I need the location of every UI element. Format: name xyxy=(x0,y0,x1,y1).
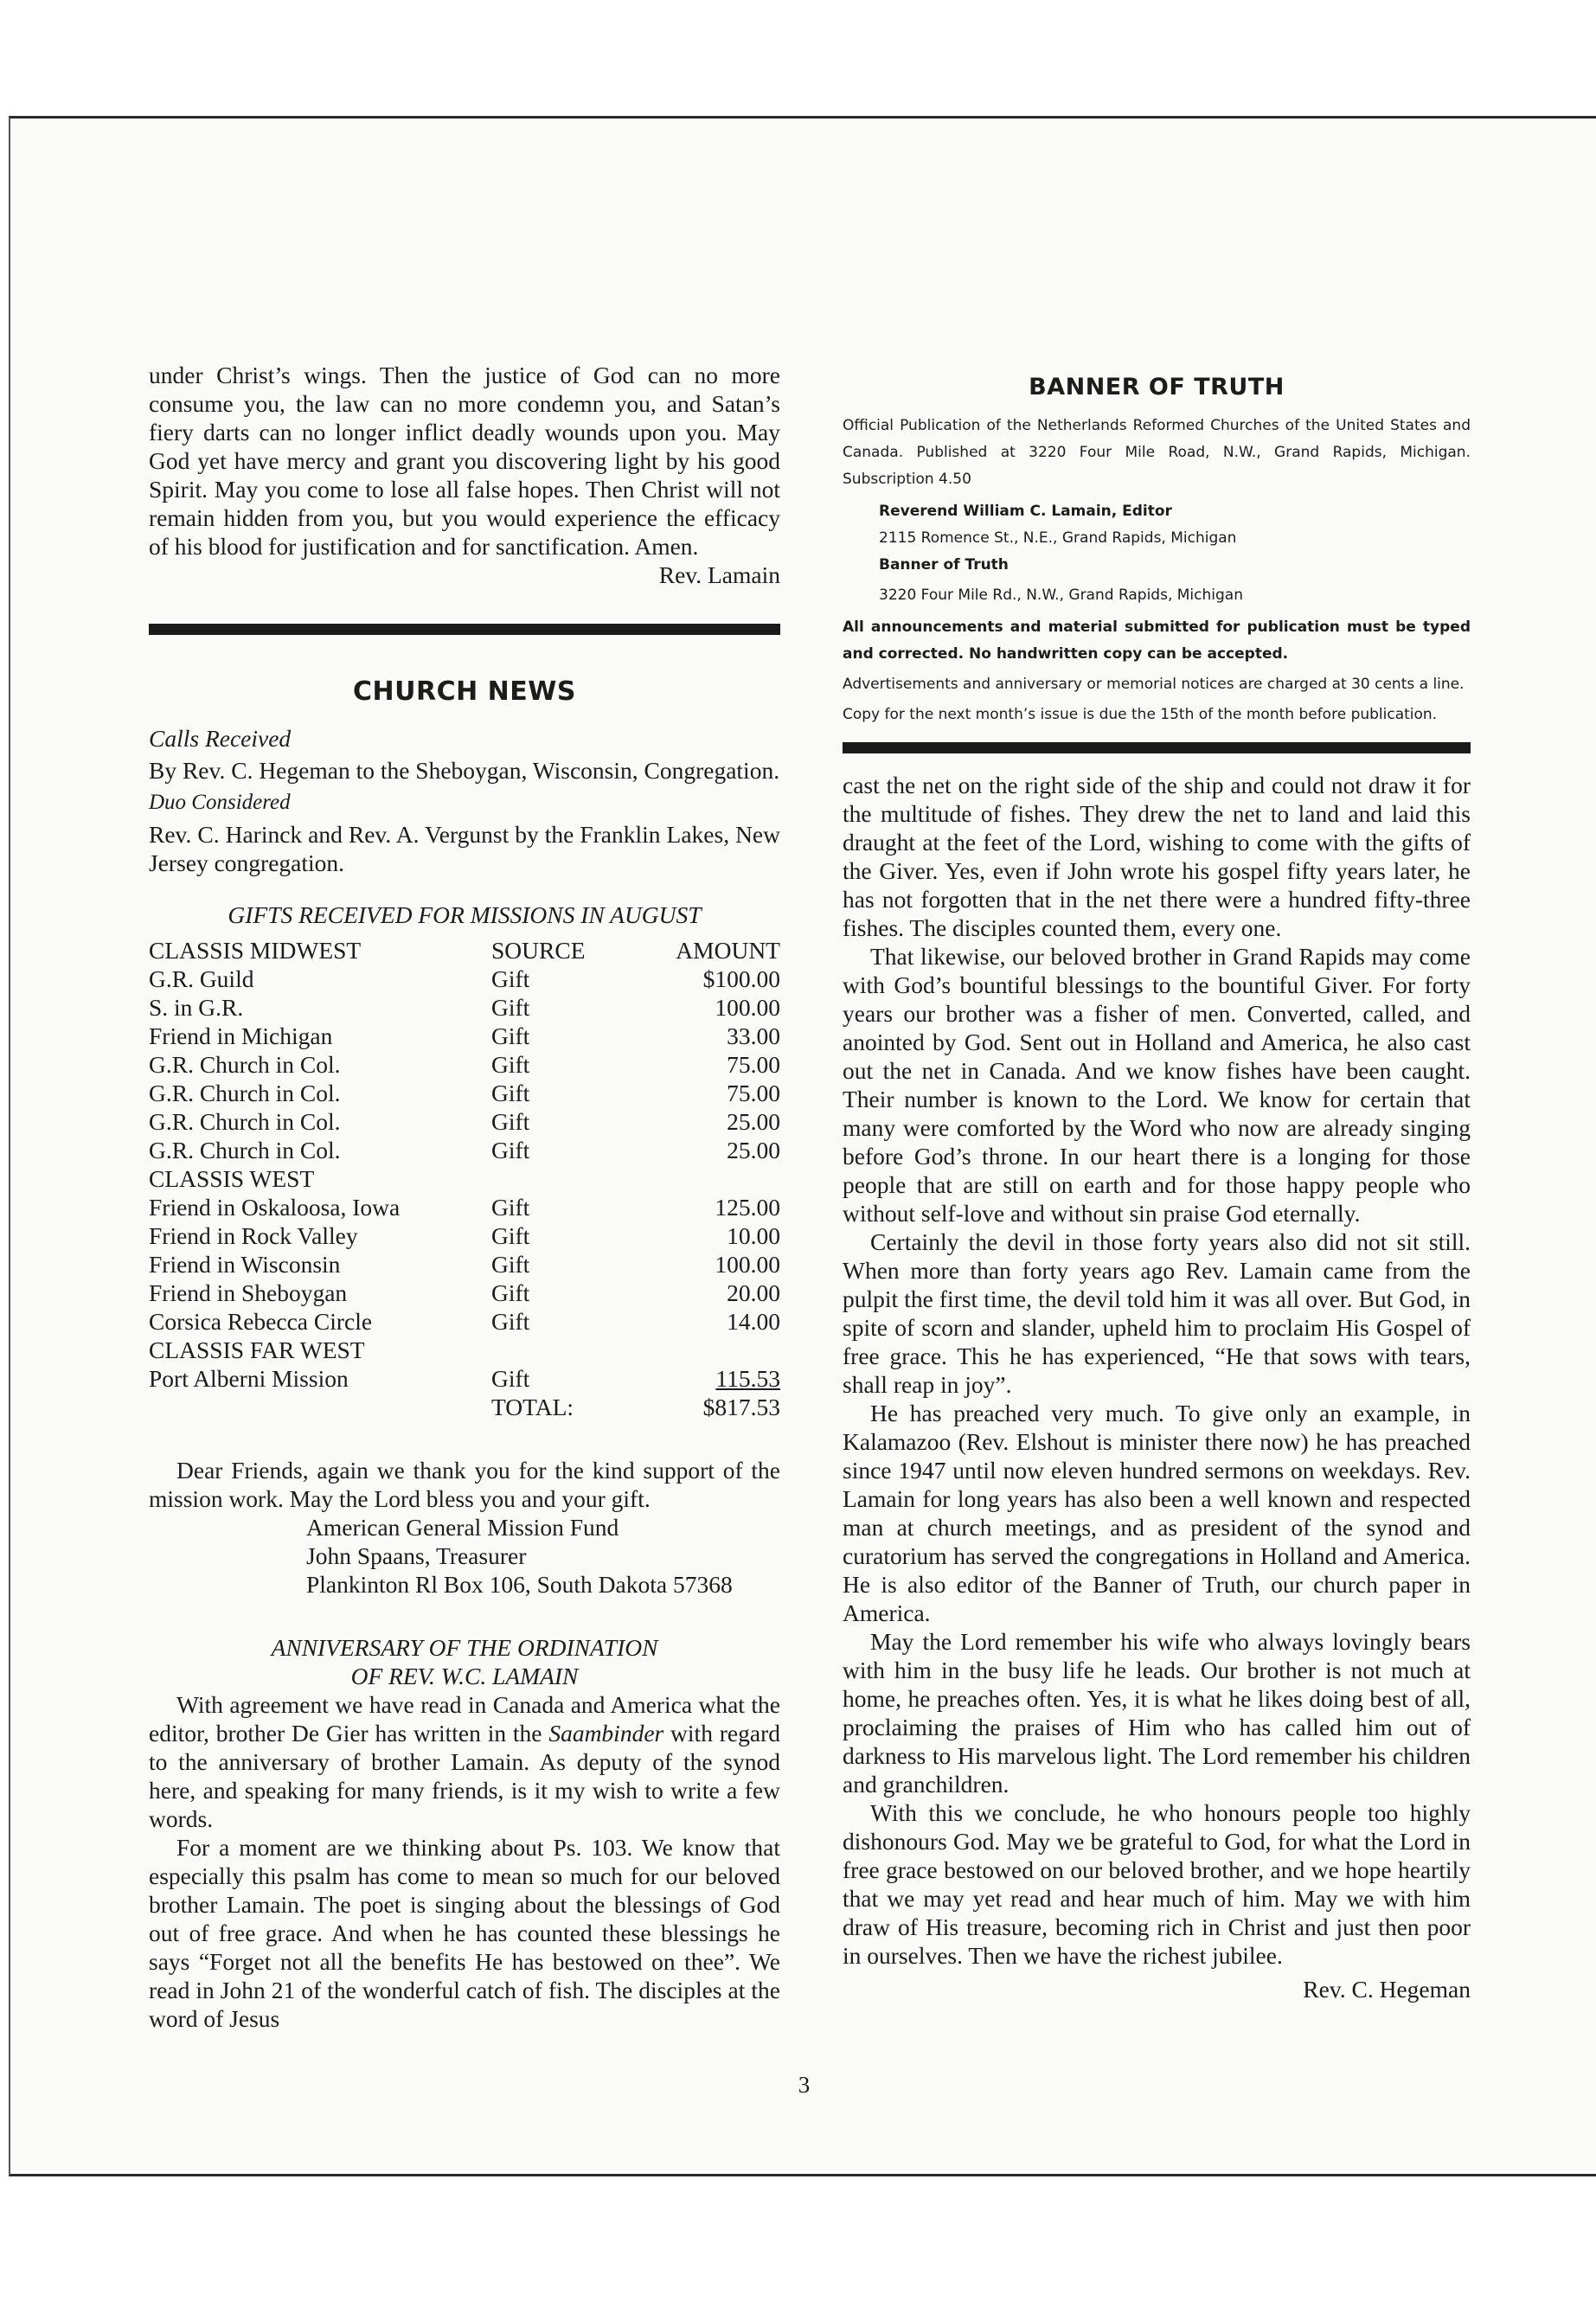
gift-amount: 20.00 xyxy=(727,1279,780,1306)
table-row xyxy=(149,1107,780,1136)
fund-line: American General Mission Fund xyxy=(306,1514,619,1541)
duo-text: Rev. C. Harinck and Rev. A. Vergunst by the Franklin Lakes, New Jersey congregation. xyxy=(149,821,780,876)
article-paragraph: Certainly the devil in those forty years also did not sit still. When more than forty years ago Rev. Lamain came from the pulpit the first time, the devil told him it was all over. But God, in spite of scorn and slander, upheld him to proclaim His Gospel of free grace. This he has experienced, “He that sows with tears, shall reap in joy”. xyxy=(843,1228,1471,1398)
gifts-header-amount: AMOUNT xyxy=(676,937,780,964)
right-column xyxy=(843,374,1471,2003)
gift-name: G.R. Church in Col. xyxy=(149,1137,341,1163)
article-paragraph: cast the net on the right side of the ship and could not draw it for the multitude of fishes. They drew the net to land and laid this draught at the feet of the Lord, wishing to come with the gifts of the Giver. Yes, even if John wrote his gospel fifty years later, he has not forgotten that in the net there were a hundred fifty-three fishes. The disciples counted them, every one. xyxy=(843,772,1471,941)
calls-received-text: By Rev. C. Hegeman to the Sheboygan, Wisconsin, Congregation. xyxy=(149,757,780,784)
gift-amount: 10.00 xyxy=(727,1222,780,1249)
gift-amount: 25.00 xyxy=(727,1108,780,1135)
gift-name: Friend in Michigan xyxy=(149,1022,333,1049)
banner-title: BANNER OF TRUTH xyxy=(1029,374,1285,401)
gift-amount: $100.00 xyxy=(702,965,780,992)
gift-name: Friend in Rock Valley xyxy=(149,1222,358,1249)
gift-source: Gift xyxy=(491,1080,530,1106)
gift-amount: 125.00 xyxy=(715,1194,780,1221)
gift-source: Gift xyxy=(491,1251,530,1278)
classis-heading-row xyxy=(149,1336,780,1364)
gift-amount: 75.00 xyxy=(727,1080,780,1106)
gift-source: Gift xyxy=(491,1194,530,1221)
gift-name: G.R. Church in Col. xyxy=(149,1051,341,1078)
classis-west-heading: CLASSIS WEST xyxy=(149,1165,315,1192)
fund-line: Plankinton Rl Box 106, South Dakota 57368 xyxy=(306,1571,733,1598)
gift-amount: 25.00 xyxy=(727,1137,780,1163)
table-row xyxy=(149,1022,780,1050)
gift-name: Friend in Oskaloosa, Iowa xyxy=(149,1194,401,1221)
gift-name: G.R. Church in Col. xyxy=(149,1108,341,1135)
classis-far-west-heading: CLASSIS FAR WEST xyxy=(149,1336,365,1363)
total-label: TOTAL: xyxy=(491,1394,574,1420)
gift-amount: 75.00 xyxy=(727,1051,780,1078)
gift-name: Friend in Wisconsin xyxy=(149,1251,341,1278)
gift-source: Gift xyxy=(491,1279,530,1306)
gift-amount: 14.00 xyxy=(727,1308,780,1335)
gift-name: G.R. Church in Col. xyxy=(149,1080,341,1106)
gifts-header-classis: CLASSIS MIDWEST xyxy=(149,937,362,964)
table-row xyxy=(149,1307,780,1336)
anniversary-paragraph-2: For a moment are we thinking about Ps. 103. We know that especially this psalm has come to mean so much for our beloved brother Lamain. The poet is singing about the blessings of God out of free grace. And when he has counted these blessings he says “Forget not all the benefits He has bestowed on thee”. We read in John 21 of the wonderful catch of fish. The disciples at the word of Jesus xyxy=(149,1834,780,2032)
gift-amount: 100.00 xyxy=(715,994,780,1021)
anniversary-text: With agreement we have read in Canada and America what the editor, brother De Gier has written in the xyxy=(149,1691,780,1747)
gift-source: Gift xyxy=(491,1222,530,1249)
section-divider xyxy=(843,742,1471,753)
gift-amount: 33.00 xyxy=(727,1022,780,1049)
article-paragraph: He has preached very much. To give only an example, in Kalamazoo (Rev. Elshout is minister there now) he has preached since 1947 until now eleven hundred sermons on weekdays. Rev. Lamain for long years has also been a well known and respected man at church meetings, and as president of the synod and curatorium has served the congregations in Holland and America. He is also editor of the Banner of Truth, our church paper in America. xyxy=(843,1400,1471,1626)
gifts-header-source: SOURCE xyxy=(491,937,586,964)
left-column xyxy=(149,361,780,2033)
gift-amount: 100.00 xyxy=(715,1251,780,1278)
gift-source: Gift xyxy=(491,1308,530,1335)
gift-name: S. in G.R. xyxy=(149,994,244,1021)
fund-line: John Spaans, Treasurer xyxy=(306,1542,527,1569)
table-row xyxy=(149,993,780,1022)
gift-amount: 115.53 xyxy=(715,1365,780,1392)
table-row xyxy=(149,1079,780,1107)
gift-source: Gift xyxy=(491,1108,530,1135)
gift-source: Gift xyxy=(491,1137,530,1163)
table-row xyxy=(149,1136,780,1164)
table-row xyxy=(149,1221,780,1250)
table-row xyxy=(149,1279,780,1307)
anniversary-title-line2: OF REV. W.C. LAMAIN xyxy=(350,1663,579,1689)
editor-address: 2115 Romence St., N.E., Grand Rapids, Michigan xyxy=(879,529,1237,547)
anniversary-title: ANNIVERSARY OF THE ORDINATION xyxy=(271,1634,658,1661)
gift-name: Port Alberni Mission xyxy=(149,1365,349,1392)
calls-received-heading: Calls Received xyxy=(149,725,292,752)
church-news-title: CHURCH NEWS xyxy=(353,676,576,707)
table-row xyxy=(149,1250,780,1279)
gifts-header-row xyxy=(149,936,780,965)
thanks-paragraph: Dear Friends, again we thank you for the kind support of the mission work. May the Lord bless you and your gift. xyxy=(149,1457,780,1512)
article-paragraph: With this we conclude, he who honours people too highly dishonours God. May we be grateful to God, for what the Lord in free grace bestowed on our beloved brother, and we hope heartily that we may yet read and hear much of him. May we with him draw of His treasure, becoming rich in Christ and just then poor in ourselves. Then we have the richest jubilee. xyxy=(843,1799,1471,1969)
page-number: 3 xyxy=(798,2072,811,2098)
table-row xyxy=(149,1364,780,1393)
gift-name: Friend in Sheboygan xyxy=(149,1279,348,1306)
article-paragraph: That likewise, our beloved brother in Grand Rapids may come with God’s bountiful blessings to the bountiful Giver. For forty years our brother was a fisher of men. Converted, called, and anointed by God. Sent out in Holland and America, he also cast out the net in Canada. And we know fishes have been caught. Their number is known to the Lord. We know for certain that many were comforted by the Word who now are already singing before God’s throne. In our heart there is a longing for those people that are still on earth and for those happy people who without self-love and without sin praise God eternally. xyxy=(843,943,1471,1227)
notice-deadline: Copy for the next month’s issue is due the 15th of the month before publication. xyxy=(843,706,1438,723)
gifts-table xyxy=(149,936,780,1421)
article-signature: Rev. C. Hegeman xyxy=(1303,1976,1471,2003)
gift-source: Gift xyxy=(491,1022,530,1049)
duo-heading: Duo Considered xyxy=(149,791,291,814)
table-row xyxy=(149,1050,780,1079)
gift-name: G.R. Guild xyxy=(149,965,254,992)
magazine-page xyxy=(9,116,1596,2176)
anniversary-paragraph xyxy=(149,1690,780,1833)
gift-source: Gift xyxy=(491,1365,530,1392)
gift-source: Gift xyxy=(491,1051,530,1078)
article-paragraph: May the Lord remember his wife who always lovingly bears with him in the busy life he leads. Our brother is not much at home, he preaches often. Yes, it is what he likes doing best of all, proclaiming the praises of Him who has called him out of darkness to His marvelous light. The Lord remember his children and granchildren. xyxy=(843,1628,1471,1798)
banner-org: Banner of Truth xyxy=(879,556,1009,574)
gift-name: Corsica Rebecca Circle xyxy=(149,1308,373,1335)
banner-description: Official Publication of the Netherlands Reformed Churches of the United States and Canada. Published at 3220 Four Mile Road, N.W., Grand Rapids, Michigan. Subscription 4.50 xyxy=(843,417,1471,488)
anniversary-text: with regard to the anniversary of brother Lamain. As deputy of the synod here, and speaking for many friends, is it my wish to write a few words. xyxy=(149,1720,780,1832)
classis-heading-row xyxy=(149,1164,780,1193)
total-amount: $817.53 xyxy=(702,1394,780,1420)
notice-typed: All announcements and material submitted for publication must be typed and corrected. No handwritten copy can be accepted. xyxy=(843,619,1471,663)
editor-line: Reverend William C. Lamain, Editor xyxy=(879,503,1172,520)
gifts-title: GIFTS RECEIVED FOR MISSIONS IN AUGUST xyxy=(228,901,702,928)
section-divider xyxy=(149,624,780,635)
table-row xyxy=(149,1193,780,1221)
gift-source: Gift xyxy=(491,965,530,992)
saambinder-title: Saambinder xyxy=(548,1720,664,1747)
intro-signature: Rev. Lamain xyxy=(658,561,780,588)
notice-advertisements: Advertisements and anniversary or memorial notices are charged at 30 cents a line. xyxy=(843,676,1465,693)
table-row xyxy=(149,965,780,993)
gift-source: Gift xyxy=(491,994,530,1021)
total-row xyxy=(149,1393,780,1421)
intro-paragraph: under Christ’s wings. Then the justice of God can no more consume you, the law can no more condemn you, and Satan’s fiery darts can no longer inflict deadly wounds upon you. May God yet have mercy and grant you discovering light by his good Spirit. May you come to lose all false hopes. Then Christ will not remain hidden from you, but you would experience the efficacy of his blood for justification and for sanctification. Amen. xyxy=(149,362,780,560)
banner-address: 3220 Four Mile Rd., N.W., Grand Rapids, Michigan xyxy=(879,586,1243,604)
